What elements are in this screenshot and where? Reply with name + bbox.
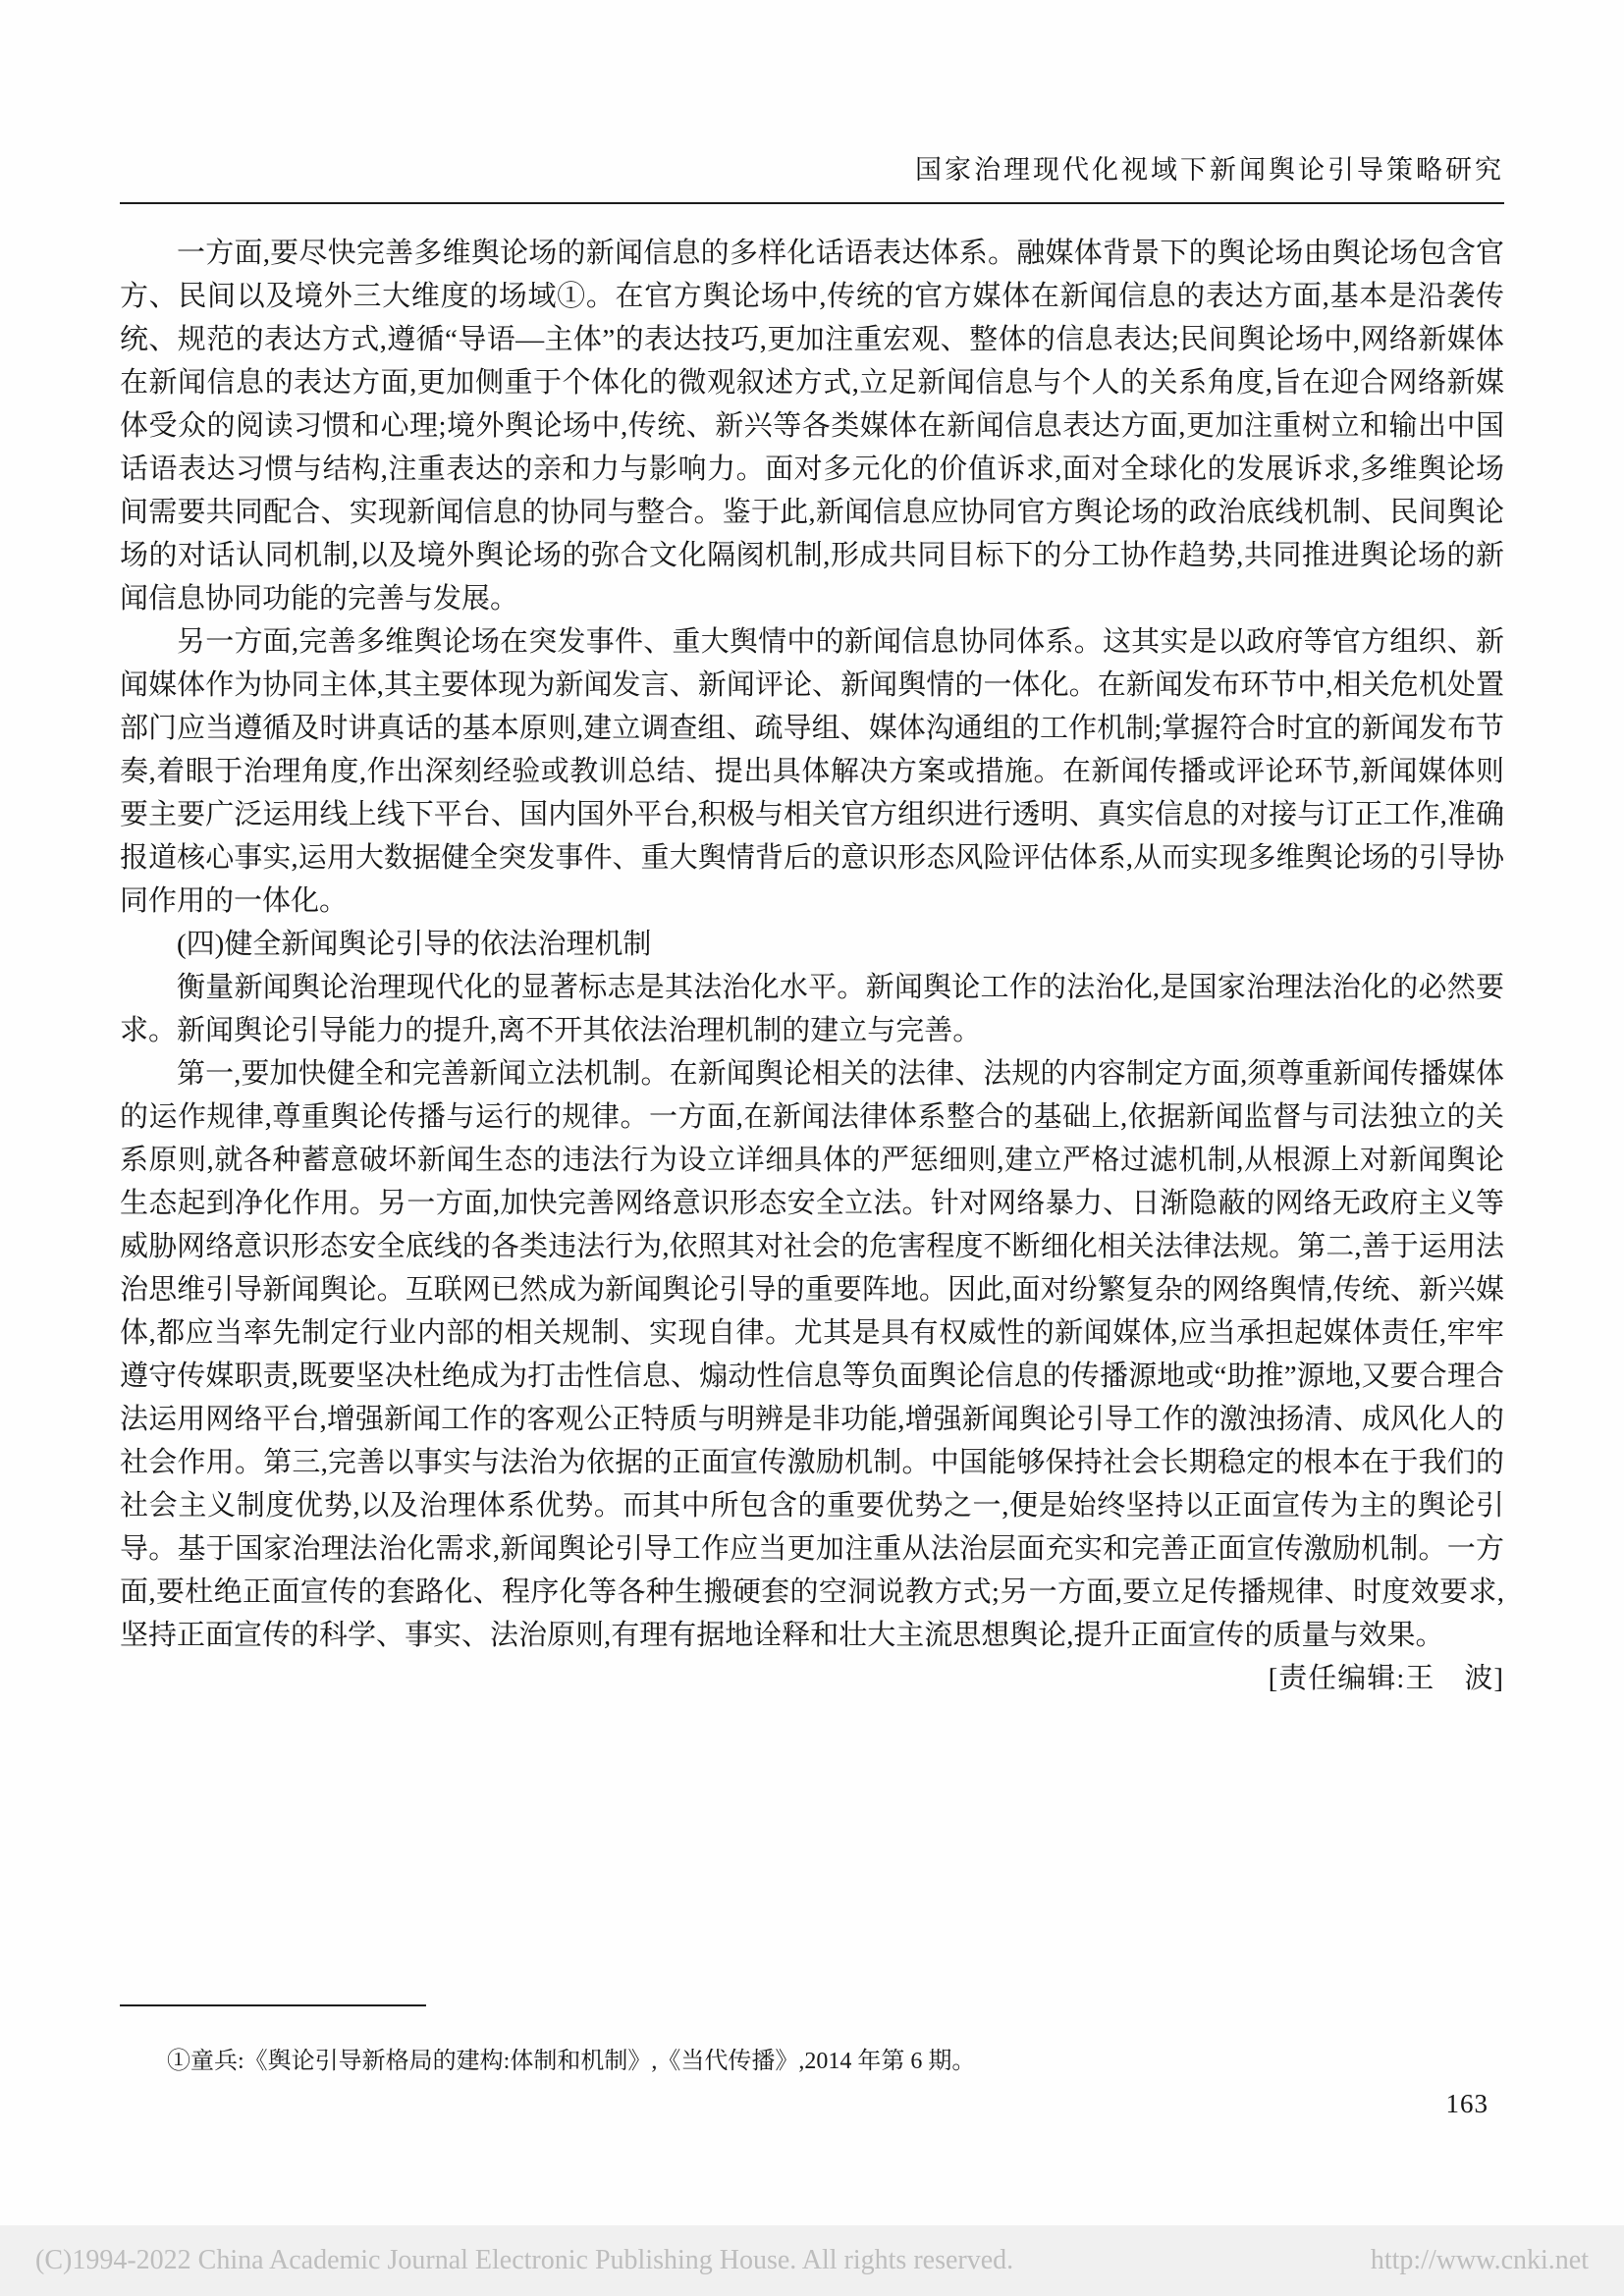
footnote: ①童兵:《舆论引导新格局的建构:体制和机制》,《当代传播》,2014 年第 6 期。 <box>167 2049 976 2074</box>
paragraph-4: 第一,要加快健全和完善新闻立法机制。在新闻舆论相关的法律、法规的内容制定方面,须尊重新闻传播媒体的运作规律,尊重舆论传播与运行的规律。一方面,在新闻法律体系整合的基础上,依据新闻监督与司法独立的关系原则,就各种蓄意破坏新闻生态的违法行为设立详细具体的严惩细则,建立严格过滤机制,从根源上对新闻舆论生态起到净化作用。另一方面,加快完善网络意识形态安全立法。针对网络暴力、日渐隐蔽的网络无政府主义等威胁网络意识形态安全底线的各类违法行为,依照其对社会的危害程度不断细化相关法律法规。第二,善于运用法治思维引导新闻舆论。互联网已然成为新闻舆论引导的重要阵地。因此,面对纷繁复杂的网络舆情,传统、新兴媒体,都应当率先制定行业内部的相关规制、实现自律。尤其是具有权威性的新闻媒体,应当承担起媒体责任,牢牢遵守传媒职责,既要坚决杜绝成为打击性信息、煽动性信息等负面舆论信息的传播源地或“助推”源地,又要合理合法运用网络平台,增强新闻工作的客观公正特质与明辨是非功能,增强新闻舆论引导工作的激浊扬清、成风化人的社会作用。第三,完善以事实与法治为依据的正面宣传激励机制。中国能够保持社会长期稳定的根本在于我们的社会主义制度优势,以及治理体系优势。而其中所包含的重要优势之一,便是始终坚持以正面宣传为主的舆论引导。基于国家治理法治化需求,新闻舆论引导工作应当更加注重从法治层面充实和完善正面宣传激励机制。一方面,要杜绝正面宣传的套路化、程序化等各种生搬硬套的空洞说教方式;另一方面,要立足传播规律、时度效要求,坚持正面宣传的科学、事实、法治原则,有理有据地诠释和壮大主流思想舆论,提升正面宣传的质量与效果。 <box>120 1058 1504 1651</box>
footer <box>0 2225 1624 2296</box>
footer-copyright: (C)1994-2022 China Academic Journal Electronic Publishing House. All rights reserved. <box>35 2245 1014 2275</box>
section-heading: (四)健全新闻舆论引导的依法治理机制 <box>177 929 652 960</box>
paragraph-1: 一方面,要尽快完善多维舆论场的新闻信息的多样化话语表达体系。融媒体背景下的舆论场由舆论场包含官方、民间以及境外三大维度的场域①。在官方舆论场中,传统的官方媒体在新闻信息的表达方面,基本是沿袭传统、规范的表达方式,遵循“导语—主体”的表达技巧,更加注重宏观、整体的信息表达;民间舆论场中,网络新媒体在新闻信息的表达方面,更加侧重于个体化的微观叙述方式,立足新闻信息与个人的关系角度,旨在迎合网络新媒体受众的阅读习惯和心理;境外舆论场中,传统、新兴等各类媒体在新闻信息表达方面,更加注重树立和输出中国话语表达习惯与结构,注重表达的亲和力与影响力。面对多元化的价值诉求,面对全球化的发展诉求,多维舆论场间需要共同配合、实现新闻信息的协同与整合。鉴于此,新闻信息应协同官方舆论场的政治底线机制、民间舆论场的对话认同机制,以及境外舆论场的弥合文化隔阂机制,形成共同目标下的分工协作趋势,共同推进舆论场的新闻信息协同功能的完善与发展。 <box>120 238 1504 614</box>
paragraph-3: 衡量新闻舆论治理现代化的显著标志是其法治化水平。新闻舆论工作的法治化,是国家治理法治化的必然要求。新闻舆论引导能力的提升,离不开其依法治理机制的建立与完善。 <box>120 972 1504 1046</box>
article-body <box>120 232 1504 1700</box>
page-number: 163 <box>1445 2089 1489 2118</box>
footer-url: http://www.cnki.net <box>1370 2245 1589 2275</box>
paragraph-2: 另一方面,完善多维舆论场在突发事件、重大舆情中的新闻信息协同体系。这其实是以政府等官方组织、新闻媒体作为协同主体,其主要体现为新闻发言、新闻评论、新闻舆情的一体化。在新闻发布环节中,相关危机处置部门应当遵循及时讲真话的基本原则,建立调查组、疏导组、媒体沟通组的工作机制;掌握符合时宜的新闻发布节奏,着眼于治理角度,作出深刻经验或教训总结、提出具体解决方案或措施。在新闻传播或评论环节,新闻媒体则要主要广泛运用线上线下平台、国内国外平台,积极与相关官方组织进行透明、真实信息的对接与订正工作,准确报道核心事实,运用大数据健全突发事件、重大舆情背后的意识形态风险评估体系,从而实现多维舆论场的引导协同作用的一体化。 <box>120 626 1504 917</box>
header-rule <box>120 202 1504 204</box>
editor-credit: [责任编辑:王 波] <box>1268 1663 1504 1694</box>
footnote-separator <box>120 2004 426 2006</box>
running-title: 国家治理现代化视域下新闻舆论引导策略研究 <box>915 155 1504 185</box>
